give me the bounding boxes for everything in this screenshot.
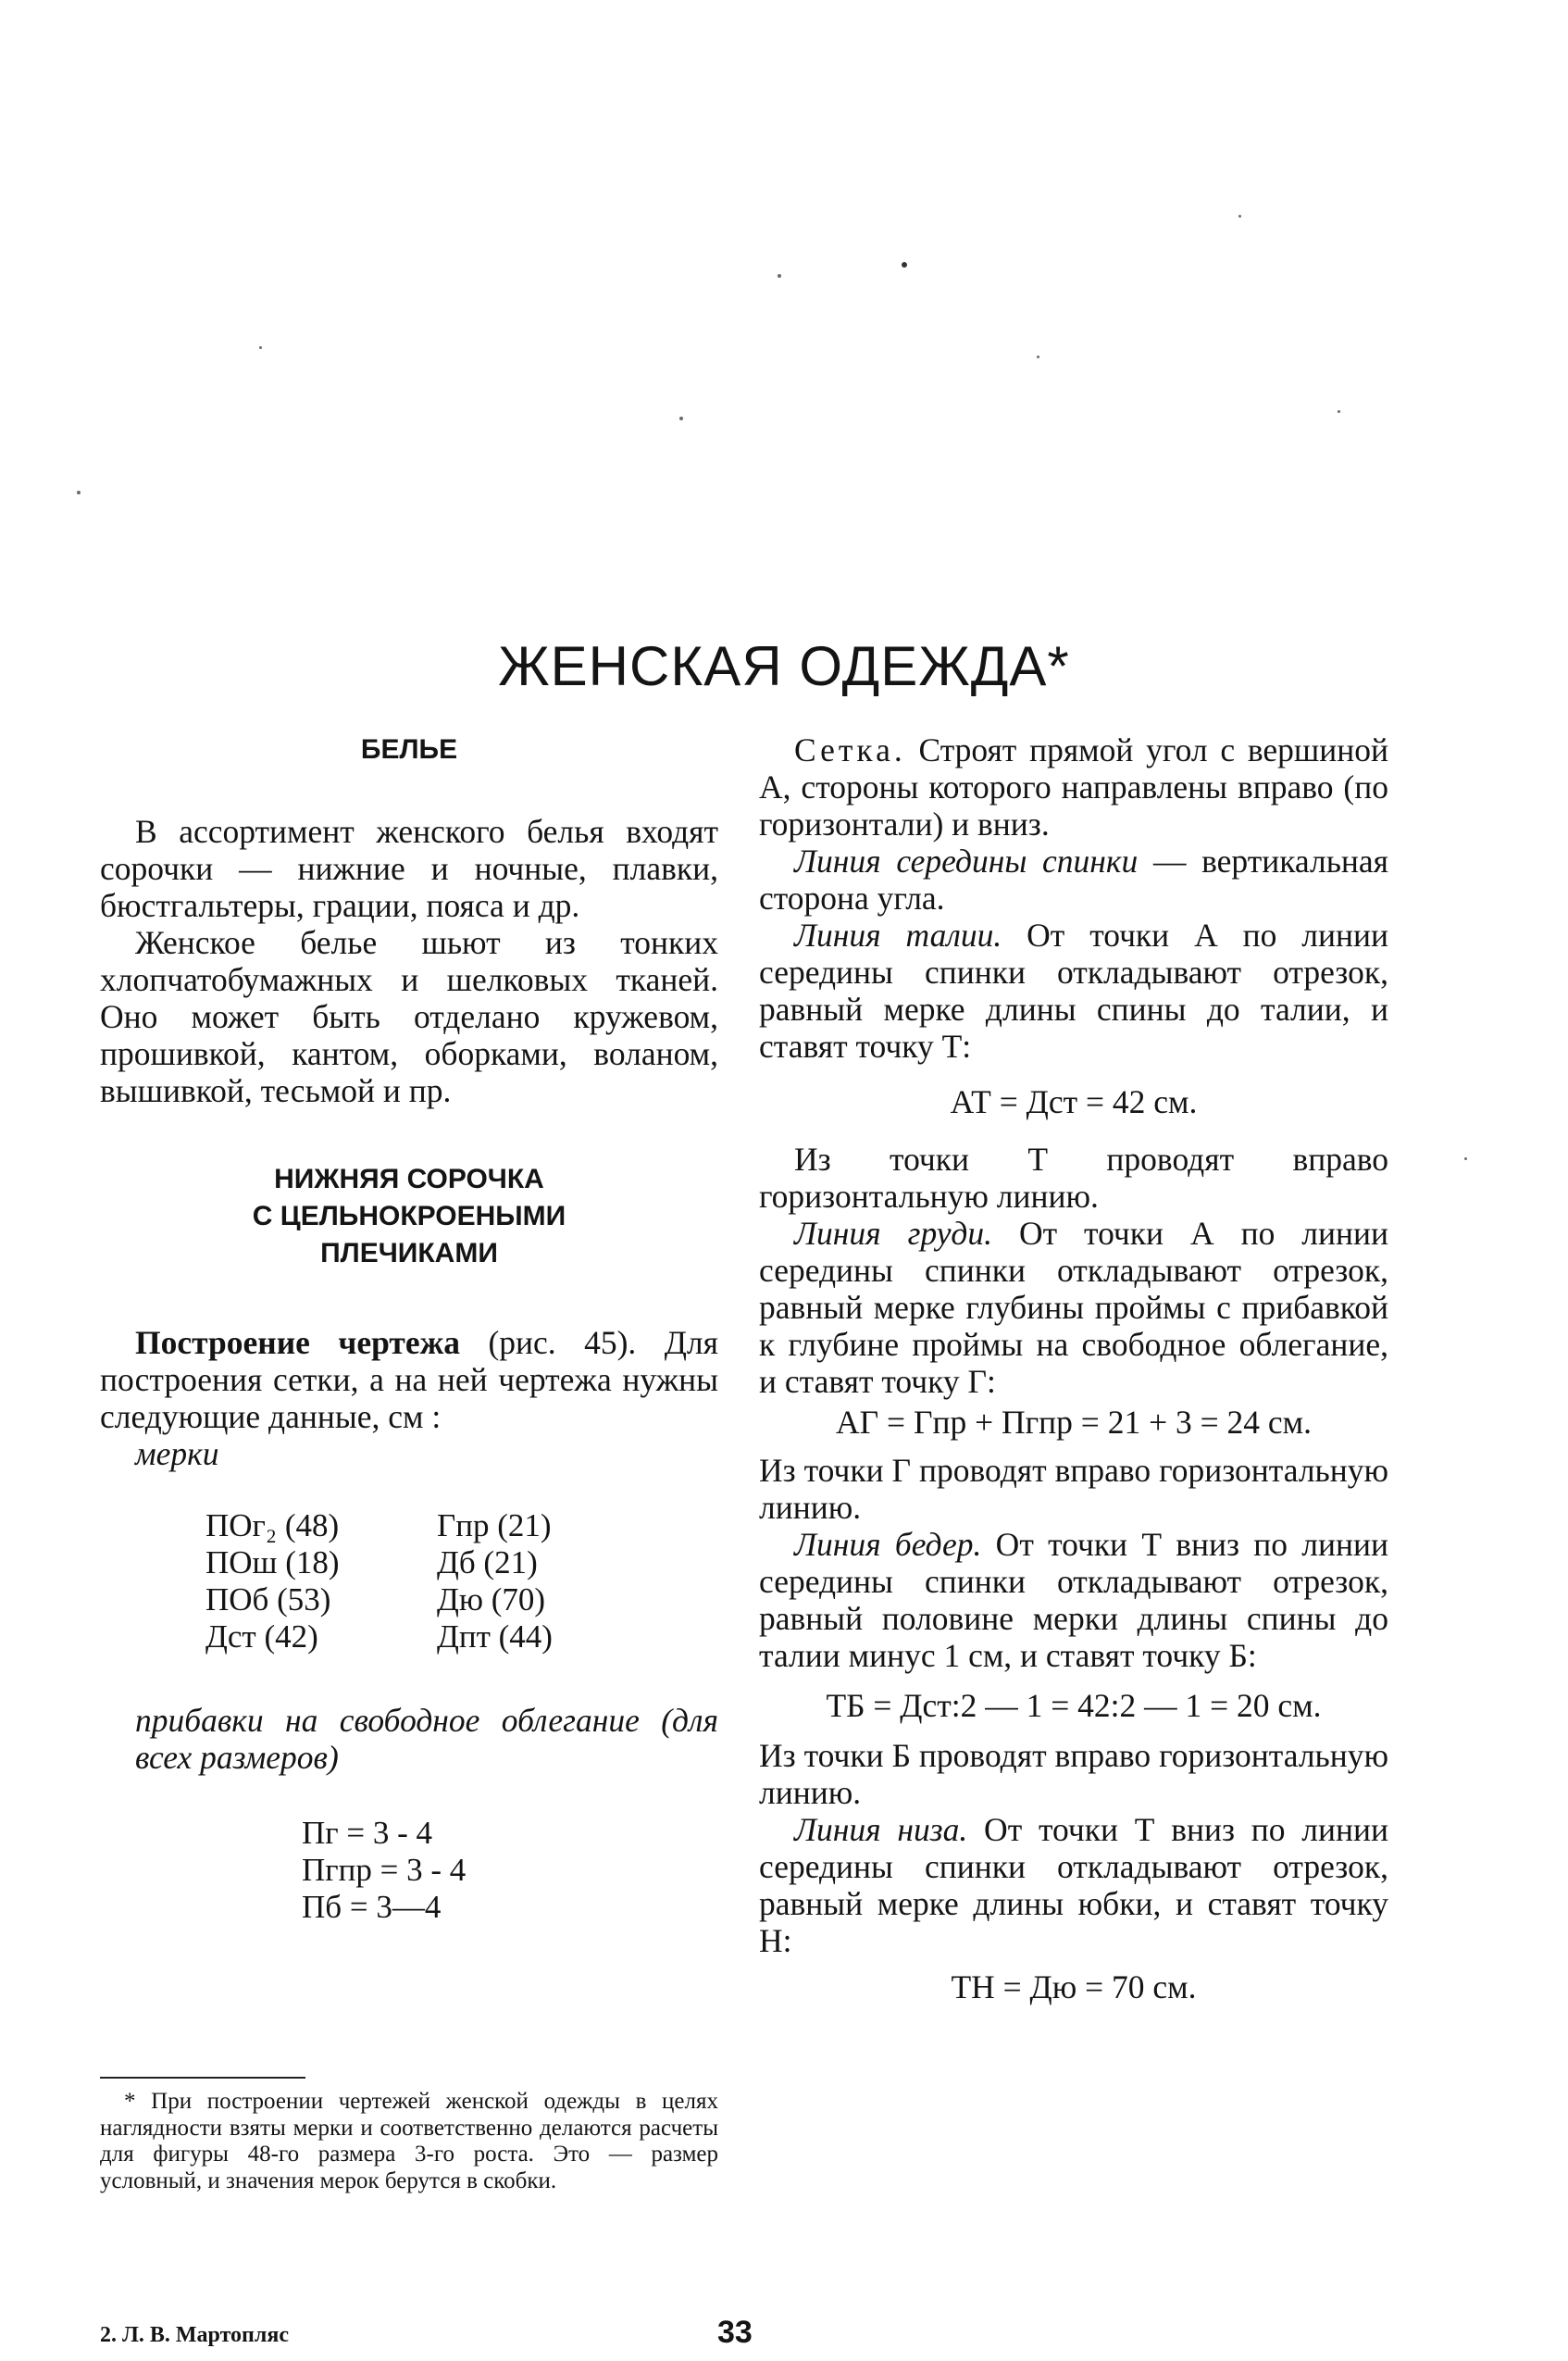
paragraph-label: Линия низа.: [794, 1811, 968, 1848]
paragraph: [759, 843, 1388, 917]
dust-speck: [77, 491, 81, 494]
allowances-label: прибавки на свободное облегание (для всех размеров): [135, 1702, 718, 1776]
paragraph-label: Линия груди.: [794, 1215, 992, 1252]
dust-speck: [778, 274, 781, 278]
paragraph-label: Сетка.: [794, 731, 906, 768]
paragraph-text: Строят прямой угол с вершиной А, стороны которого направлены вправо (по горизонтали) и вниз.: [759, 731, 1388, 843]
formula: ТН = Дю = 70 см.: [951, 1968, 1197, 2005]
measure-cell: ПОб (53): [205, 1581, 331, 1618]
paragraph: Из точки Г проводят вправо горизонтальную линию.: [759, 1452, 1388, 1526]
footer-author: 2. Л. В. Мартопляс: [100, 2323, 289, 2347]
measure-cell: Дст (42): [205, 1618, 318, 1655]
page-number: 33: [717, 2315, 753, 2350]
section-heading-linen: БЕЛЬЕ: [360, 734, 458, 765]
paragraph-text: От точки А по линии середины спинки откладывают отрезок, равный мерке глубины проймы с прибавкой к глубине проймы на свободное облегание, и ставят точку Г:: [759, 1215, 1388, 1400]
paragraph-text: От точки Т вниз по линии середины спинки откладывают отрезок, равный половине мерки длины спины до талии минус 1 см, и ставят точку Б:: [759, 1526, 1388, 1674]
paragraph-label: Линия бедер.: [794, 1526, 982, 1563]
measure-cell: ПОг₂ (48): [205, 1507, 340, 1543]
paragraph: [759, 1215, 1388, 1400]
measure-cell: Дпт (44): [437, 1618, 553, 1655]
formula: АТ = Дст = 42 см.: [950, 1083, 1198, 1120]
measures-table: [205, 1507, 718, 1655]
heading-line: ПЛЕЧИКАМИ: [320, 1238, 498, 1268]
footnote: * При построении чертежей женской одежды в целях наглядности взяты мерки и соответственно делаются расчеты для фигуры 48-го размера 3-го роста. Это — размер условный, и значения мерок берутся в скобки.: [100, 2089, 718, 2193]
dust-speck: [1464, 1157, 1467, 1160]
section-heading-chemise: [100, 1161, 718, 1272]
formula: АГ = Гпр + Пгпр = 21 + 3 = 24 см.: [836, 1404, 1312, 1441]
paragraph: [759, 1526, 1388, 1674]
measure-cell: Дб (21): [437, 1544, 538, 1580]
paragraph-label: Линия талии.: [794, 917, 1002, 954]
measure-cell: ПОш (18): [205, 1544, 340, 1580]
dust-speck: [902, 262, 907, 268]
footnote-divider: [100, 2077, 305, 2079]
formula: ТБ = Дст:2 — 1 = 42:2 — 1 = 20 см.: [826, 1687, 1322, 1724]
paragraph: [759, 1811, 1388, 1959]
dust-speck: [1238, 215, 1241, 218]
paragraph: Женское белье шьют из тонких хлопчатобумажных и шелковых тканей. Оно может быть отделано кружевом, прошивкой, кантом, оборками, воланом, вышивкой, тесьмой и пр.: [100, 924, 718, 1109]
heading-line: С ЦЕЛЬНОКРОЕНЫМИ: [252, 1201, 566, 1231]
paragraph-label: Построение чертежа: [135, 1324, 461, 1361]
paragraph: [100, 1324, 718, 1435]
paragraph: Из точки Б проводят вправо горизонтальную линию.: [759, 1737, 1388, 1811]
allowances-list: [302, 1815, 718, 1926]
allowance-item: Пгпр = 3 - 4: [302, 1852, 467, 1888]
paragraph: В ассортимент женского белья входят сорочки — нижние и ночные, плавки, бюстгальтеры, грации, пояса и др.: [100, 813, 718, 924]
allowance-item: Пг = 3 - 4: [302, 1815, 433, 1851]
allowance-item: Пб = 3—4: [302, 1889, 442, 1925]
paragraph: [759, 731, 1388, 843]
dust-speck: [1037, 356, 1039, 358]
paragraph: Из точки Т проводят вправо горизонтальную линию.: [759, 1141, 1388, 1215]
paragraph-label: Линия середины спинки: [794, 843, 1139, 880]
paragraph: [759, 917, 1388, 1065]
paragraph-text: От точки А по линии середины спинки откладывают отрезок, равный мерке длины спины до талии, и ставят точку Т:: [759, 917, 1388, 1065]
measures-label: мерки: [135, 1435, 219, 1472]
paragraph-text: От точки Т вниз по линии середины спинки откладывают отрезок, равный мерке длины юбки, и ставят точку Н:: [759, 1811, 1388, 1959]
paragraph-text: — вертикальная сторона угла.: [759, 843, 1388, 917]
page-title: ЖЕНСКАЯ ОДЕЖДА*: [498, 635, 1070, 697]
right-column: [759, 731, 1388, 2005]
heading-line: НИЖНЯЯ СОРОЧКА: [274, 1164, 544, 1194]
measure-cell: Дю (70): [437, 1581, 546, 1618]
dust-speck: [1338, 410, 1340, 413]
paragraph-text: (рис. 45). Для построения сетки, а на ней чертежа нужны следующие данные, см :: [100, 1324, 718, 1435]
left-column: [100, 731, 718, 1926]
dust-speck: [679, 417, 683, 420]
measure-cell: Гпр (21): [437, 1507, 552, 1543]
dust-speck: [259, 346, 262, 349]
